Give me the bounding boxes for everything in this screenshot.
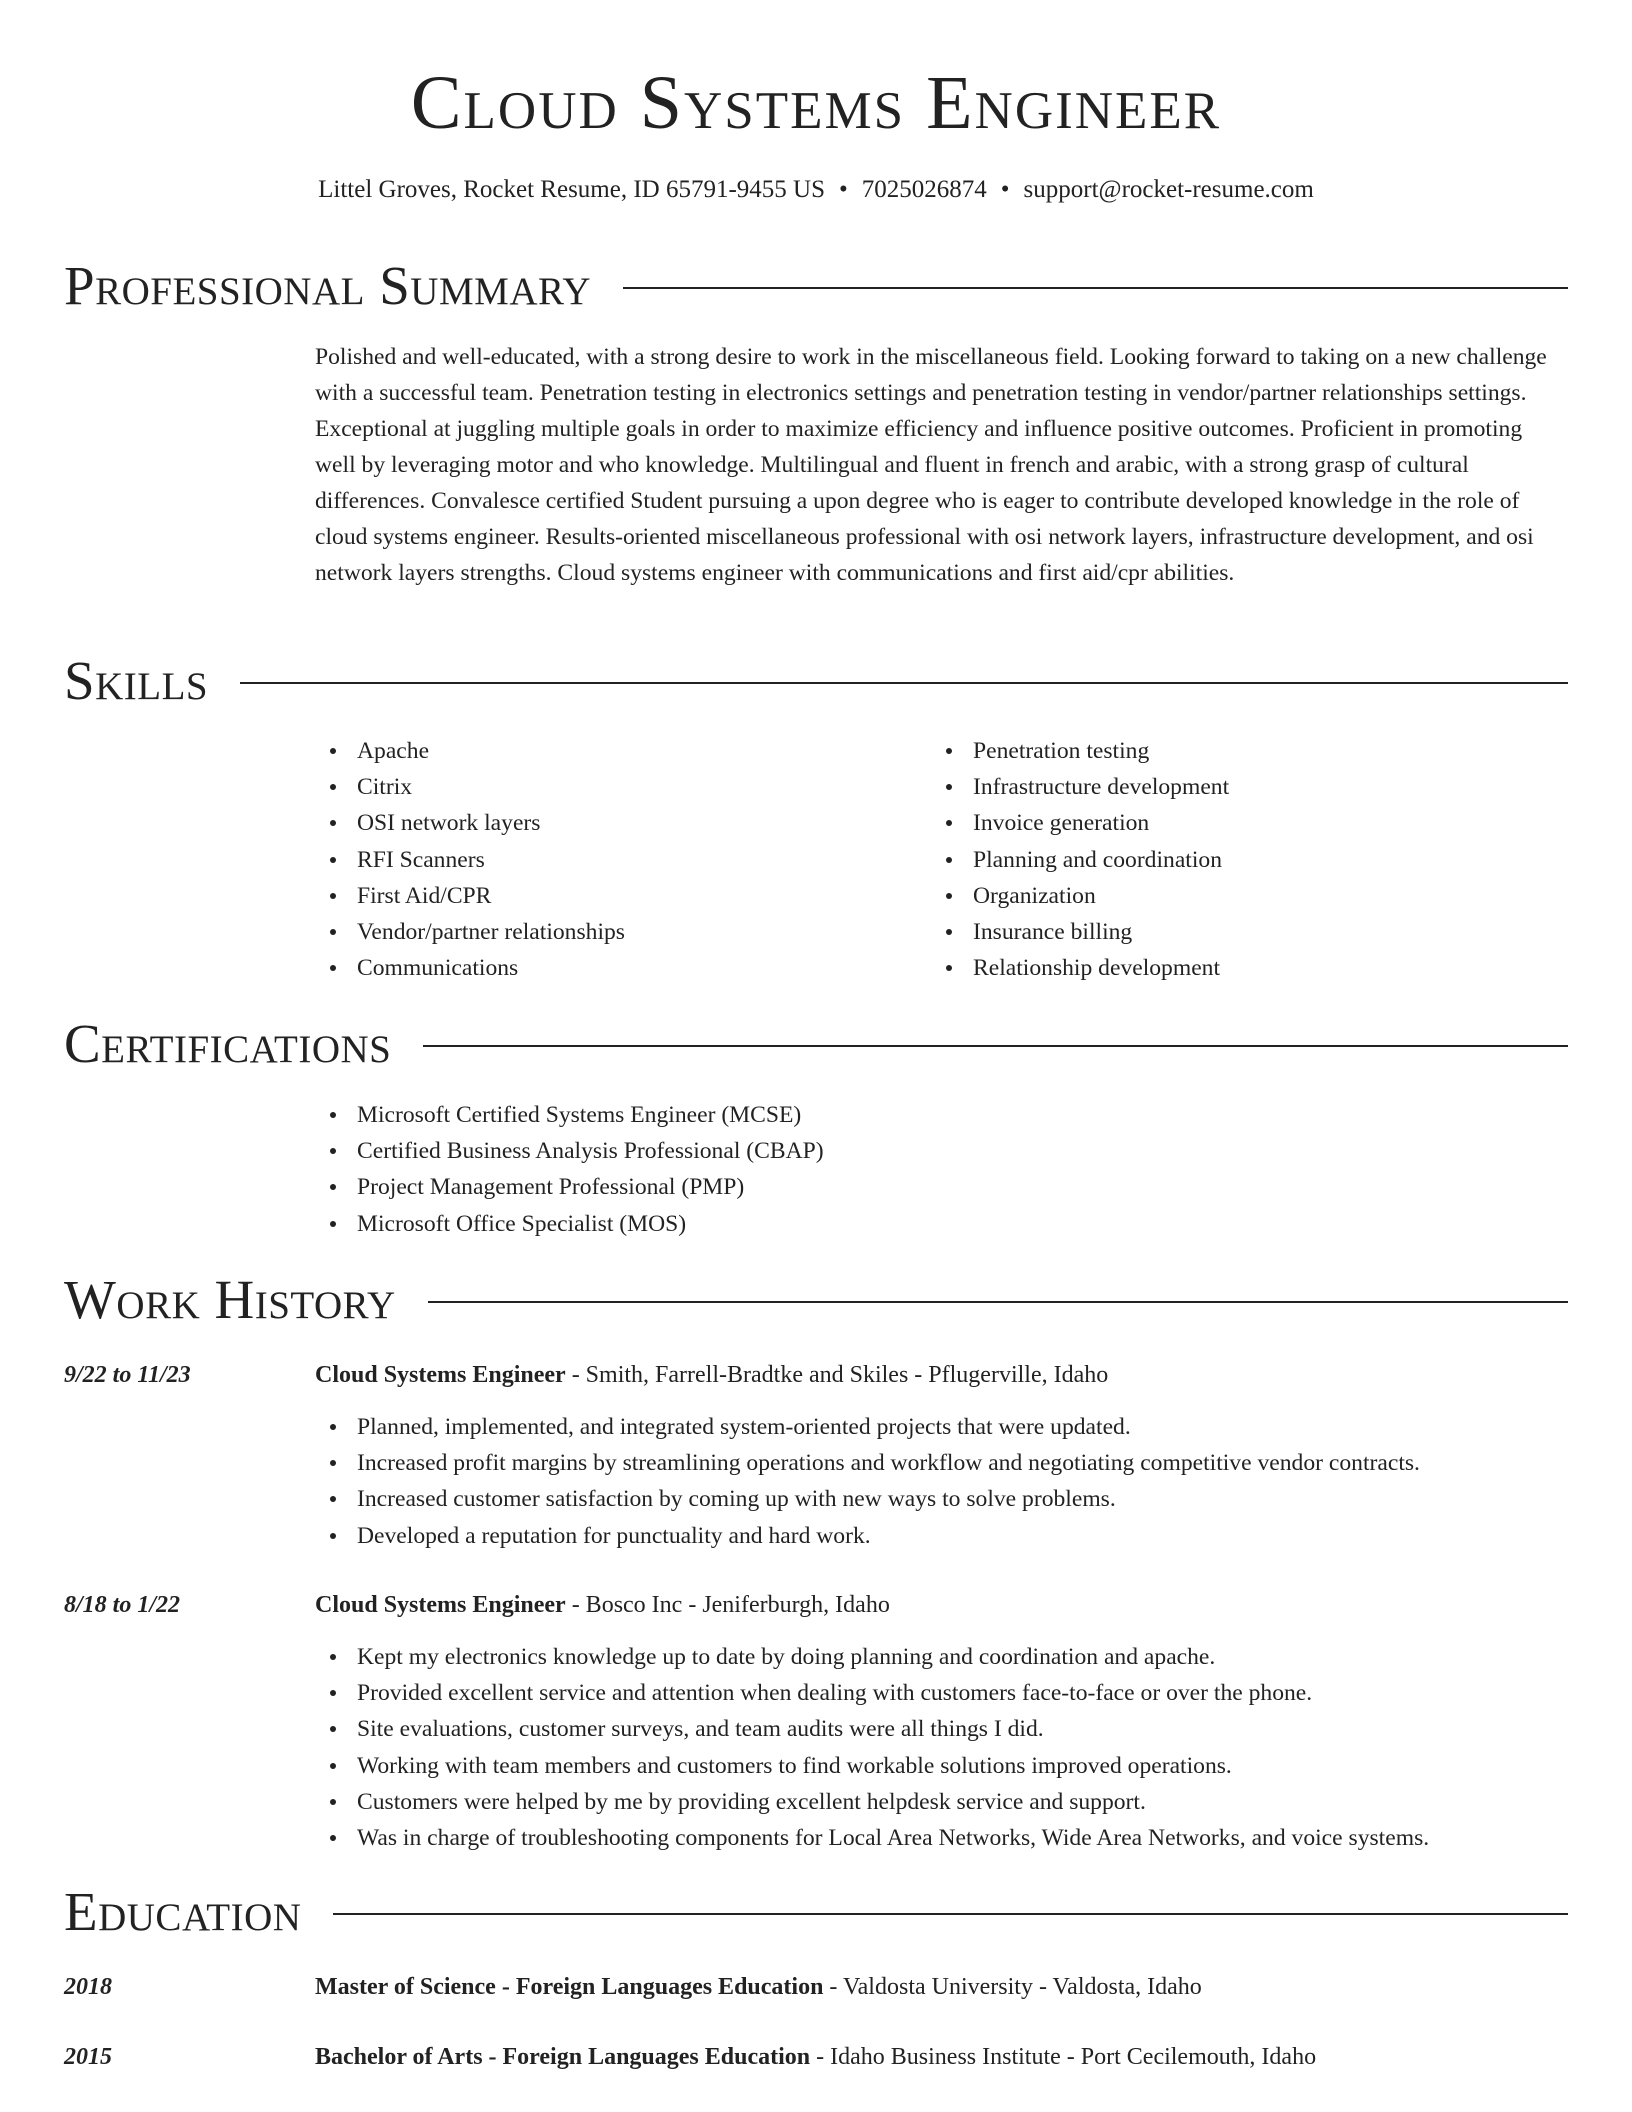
skill-item: Citrix xyxy=(313,769,625,805)
skills-section-header xyxy=(64,649,1568,713)
certification-item: Project Management Professional (PMP) xyxy=(313,1169,824,1205)
skill-item: Organization xyxy=(929,878,1229,914)
contact-separator: • xyxy=(839,176,848,203)
job-bullet: Developed a reputation for punctuality and hard work. xyxy=(313,1518,1420,1554)
skills-list-left xyxy=(313,733,625,986)
certifications-list xyxy=(313,1097,824,1242)
section-title-summary: Professional Summary xyxy=(64,255,592,316)
certification-item: Microsoft Office Specialist (MOS) xyxy=(313,1206,824,1242)
job-bullet: Site evaluations, customer surveys, and team audits were all things I did. xyxy=(313,1711,1429,1747)
job-role: Cloud Systems Engineer xyxy=(315,1362,566,1388)
certifications-section-header xyxy=(64,1012,1568,1076)
education-school-location: - Valdosta University - Valdosta, Idaho xyxy=(823,1974,1202,2000)
certification-item: Certified Business Analysis Professional (CBAP) xyxy=(313,1133,824,1169)
skill-item: Penetration testing xyxy=(929,733,1229,769)
job-bullet: Customers were helped by me by providing excellent helpdesk service and support. xyxy=(313,1784,1429,1820)
skill-item: RFI Scanners xyxy=(313,842,625,878)
work-section-header xyxy=(64,1268,1568,1332)
summary-paragraph: Polished and well-educated, with a strong desire to work in the miscellaneous field. Looking forward to taking on a new challenge with a successful team. Penetration testing in electronics settings and penetration testing in vendor/partner relationships settings. Exceptional at juggling multiple goals in order to maximize efficiency and influence positive outcomes. Proficient in promoting well by leveraging motor and who knowledge. Multilingual and fluent in french and arabic, with a strong grasp of cultural differences. Convalesce certified Student pursuing a upon degree who is eager to contribute developed knowledge in the role of cloud systems engineer. Results-oriented miscellaneous professional with osi network layers, infrastructure development, and osi network layers strengths. Cloud systems engineer with communications and first aid/cpr abilities. xyxy=(315,344,1547,586)
skill-item: Infrastructure development xyxy=(929,769,1229,805)
contact-separator: • xyxy=(1000,176,1010,203)
job-employer-location: - Smith, Farrell-Bradtke and Skiles - Pflugerville, Idaho xyxy=(565,1362,1109,1388)
job-bullet: Increased profit margins by streamlining operations and workflow and negotiating competitive vendor contracts. xyxy=(313,1445,1420,1481)
job-role: Cloud Systems Engineer xyxy=(315,1592,566,1618)
job-responsibilities xyxy=(313,1409,1420,1554)
job-heading xyxy=(315,1359,1108,1391)
contact-address: Littel Groves, Rocket Resume, ID 65791-9455 US xyxy=(318,176,826,203)
section-divider xyxy=(428,1301,1568,1303)
certification-item: Microsoft Certified Systems Engineer (MCSE) xyxy=(313,1097,824,1133)
job-responsibilities xyxy=(313,1639,1429,1856)
job-bullet: Kept my electronics knowledge up to date by doing planning and coordination and apache. xyxy=(313,1639,1429,1675)
section-title-skills: Skills xyxy=(64,650,209,711)
section-title-work-history: Work History xyxy=(64,1269,396,1330)
job-employer-location: - Bosco Inc - Jeniferburgh, Idaho xyxy=(565,1592,890,1618)
education-degree: Master of Science - Foreign Languages Education xyxy=(315,1974,824,2000)
education-degree: Bachelor of Arts - Foreign Languages Education xyxy=(315,2044,811,2070)
job-bullet: Provided excellent service and attention when dealing with customers face-to-face or over the phone. xyxy=(313,1675,1429,1711)
education-year: 2015 xyxy=(64,2044,112,2070)
job-bullet: Was in charge of troubleshooting components for Local Area Networks, Wide Area Networks, and voice systems. xyxy=(313,1820,1429,1856)
section-divider xyxy=(423,1045,1568,1047)
resume-name-title: Cloud Systems Engineer xyxy=(410,61,1222,145)
education-heading xyxy=(315,2041,1316,2073)
skill-item: Planning and coordination xyxy=(929,842,1229,878)
section-divider xyxy=(623,287,1568,289)
job-bullet: Working with team members and customers to find workable solutions improved operations. xyxy=(313,1748,1429,1784)
section-title-certifications: Certifications xyxy=(64,1013,392,1074)
skills-list-right xyxy=(929,733,1229,986)
summary-section-header xyxy=(64,254,1568,318)
section-divider xyxy=(333,1913,1568,1915)
skill-item: Apache xyxy=(313,733,625,769)
education-school-location: - Idaho Business Institute - Port Cecilemouth, Idaho xyxy=(810,2044,1317,2070)
job-bullet: Planned, implemented, and integrated system-oriented projects that were updated. xyxy=(313,1409,1420,1445)
job-dates: 8/18 to 1/22 xyxy=(64,1592,181,1618)
contact-email: support@rocket-resume.com xyxy=(1023,176,1314,203)
contact-line xyxy=(0,174,1632,206)
education-year: 2018 xyxy=(64,1974,112,2000)
skill-item: OSI network layers xyxy=(313,805,625,841)
job-dates: 9/22 to 11/23 xyxy=(64,1362,191,1388)
skill-item: Vendor/partner relationships xyxy=(313,914,625,950)
skill-item: Relationship development xyxy=(929,950,1229,986)
skill-item: Insurance billing xyxy=(929,914,1229,950)
education-heading xyxy=(315,1971,1202,2003)
skill-item: First Aid/CPR xyxy=(313,878,625,914)
skill-item: Communications xyxy=(313,950,625,986)
skill-item: Invoice generation xyxy=(929,805,1229,841)
section-divider xyxy=(240,682,1568,684)
contact-phone: 7025026874 xyxy=(861,176,987,203)
job-heading xyxy=(315,1589,890,1621)
job-bullet: Increased customer satisfaction by coming up with new ways to solve problems. xyxy=(313,1481,1420,1517)
education-section-header xyxy=(64,1880,1568,1944)
section-title-education: Education xyxy=(64,1881,302,1942)
